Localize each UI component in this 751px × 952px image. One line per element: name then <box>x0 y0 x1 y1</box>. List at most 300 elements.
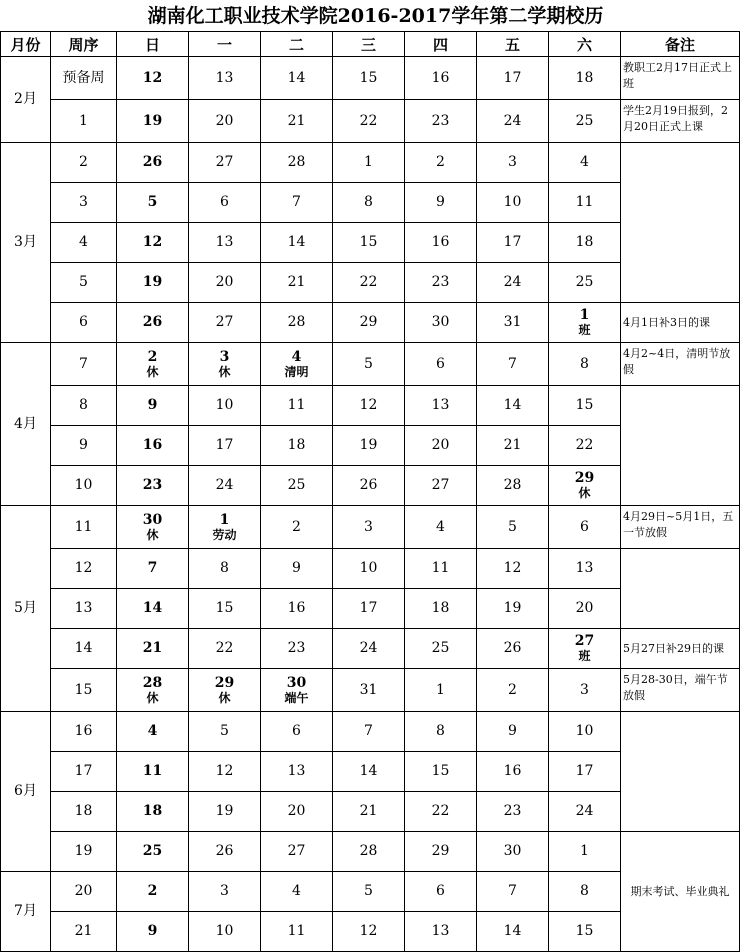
day-cell-sun <box>117 100 189 143</box>
day-cell-tue <box>261 669 333 712</box>
day-number: 19 <box>215 803 234 819</box>
day-cell-sat <box>549 506 621 549</box>
day-number: 22 <box>575 437 594 453</box>
day-number: 15 <box>431 763 450 779</box>
day-cell-tue <box>261 506 333 549</box>
note-cell <box>621 549 740 629</box>
day-number: 11 <box>142 763 163 779</box>
day-cell-wed <box>333 57 405 100</box>
day-cell-fri <box>477 872 549 912</box>
day-number: 8 <box>436 723 445 739</box>
day-cell-thu <box>405 183 477 223</box>
day-cell-wed <box>333 303 405 343</box>
day-cell-mon <box>189 100 261 143</box>
note-cell: 学生2月19日报到，2月20日正式上课 <box>621 100 740 143</box>
day-cell-sat <box>549 466 621 506</box>
day-number: 23 <box>431 112 450 129</box>
day-number: 21 <box>287 112 306 129</box>
day-number: 26 <box>503 640 522 656</box>
day-cell-sat <box>549 712 621 752</box>
week-row <box>1 303 740 343</box>
week-number: 15 <box>51 669 117 712</box>
day-cell-wed <box>333 223 405 263</box>
day-cell-fri <box>477 143 549 183</box>
day-number: 20 <box>431 437 450 453</box>
day-number: 21 <box>287 274 306 290</box>
day-number: 10 <box>503 194 522 210</box>
week-row <box>1 386 740 426</box>
day-cell-sat <box>549 832 621 872</box>
day-status-label: 休 <box>146 527 159 542</box>
day-cell-tue <box>261 712 333 752</box>
day-cell-fri <box>477 57 549 100</box>
day-number: 23 <box>431 274 450 290</box>
day-cell-fri <box>477 792 549 832</box>
day-number: 16 <box>287 600 306 616</box>
day-cell-fri <box>477 303 549 343</box>
header-wed: 三 <box>333 32 405 57</box>
day-number: 2 <box>147 883 158 899</box>
day-cell-tue <box>261 549 333 589</box>
day-cell-mon <box>189 143 261 183</box>
day-cell-thu <box>405 589 477 629</box>
day-number: 25 <box>575 112 594 129</box>
day-cell-tue <box>261 872 333 912</box>
day-cell-fri <box>477 223 549 263</box>
day-number: 19 <box>503 600 522 616</box>
day-number: 29 <box>214 674 235 691</box>
month-label: 5月 <box>1 506 51 712</box>
day-number: 7 <box>508 883 517 899</box>
day-number: 19 <box>359 437 378 453</box>
day-number: 30 <box>286 674 307 691</box>
day-number: 13 <box>575 560 594 576</box>
day-number: 6 <box>220 194 229 210</box>
day-number: 1 <box>580 843 589 859</box>
day-cell-thu <box>405 669 477 712</box>
day-number: 22 <box>215 640 234 656</box>
day-cell-mon <box>189 343 261 386</box>
day-number: 1 <box>364 154 373 170</box>
day-number: 29 <box>359 314 378 330</box>
day-number: 21 <box>359 803 378 819</box>
header-sun: 日 <box>117 32 189 57</box>
week-row <box>1 629 740 669</box>
day-cell-mon <box>189 549 261 589</box>
day-number: 9 <box>292 560 301 576</box>
day-cell-fri <box>477 343 549 386</box>
day-number: 20 <box>215 112 234 129</box>
note-cell: 5月28-30日，端午节放假 <box>621 669 740 712</box>
day-number: 1 <box>436 681 445 698</box>
day-cell-thu <box>405 426 477 466</box>
day-cell-thu <box>405 466 477 506</box>
day-cell-fri <box>477 506 549 549</box>
day-cell-mon <box>189 263 261 303</box>
day-cell-thu <box>405 223 477 263</box>
day-cell-fri <box>477 100 549 143</box>
day-number: 12 <box>142 234 163 250</box>
day-number: 25 <box>287 477 306 493</box>
day-number: 12 <box>359 397 378 413</box>
day-cell-sun <box>117 872 189 912</box>
day-cell-tue <box>261 143 333 183</box>
day-cell-fri <box>477 386 549 426</box>
day-number: 15 <box>215 600 234 616</box>
month-label: 3月 <box>1 143 51 343</box>
note-cell: 5月27日补29日的课 <box>621 629 740 669</box>
day-cell-tue <box>261 100 333 143</box>
day-cell-mon <box>189 792 261 832</box>
day-number: 4 <box>436 518 445 535</box>
day-number: 19 <box>142 112 163 129</box>
day-number: 18 <box>575 69 594 86</box>
day-cell-tue <box>261 343 333 386</box>
day-cell-sat <box>549 912 621 952</box>
day-number: 23 <box>142 477 163 493</box>
week-number: 12 <box>51 549 117 589</box>
month-label: 7月 <box>1 872 51 952</box>
day-number: 30 <box>431 314 450 330</box>
day-number: 24 <box>503 274 522 290</box>
week-row <box>1 712 740 752</box>
note-cell: 4月29日~5月1日，五一节放假 <box>621 506 740 549</box>
day-number: 19 <box>142 274 163 290</box>
day-number: 18 <box>287 437 306 453</box>
day-cell-sun <box>117 57 189 100</box>
day-number: 26 <box>142 314 163 330</box>
day-number: 3 <box>219 348 230 365</box>
day-number: 15 <box>359 234 378 250</box>
day-cell-sun <box>117 143 189 183</box>
day-number: 17 <box>503 234 522 250</box>
day-number: 2 <box>292 518 301 535</box>
week-number: 6 <box>51 303 117 343</box>
day-number: 5 <box>508 518 517 535</box>
day-cell-sat <box>549 669 621 712</box>
day-number: 16 <box>431 69 450 86</box>
week-number: 10 <box>51 466 117 506</box>
day-cell-thu <box>405 872 477 912</box>
day-cell-sat <box>549 386 621 426</box>
week-row <box>1 669 740 712</box>
day-number: 9 <box>147 923 158 939</box>
day-number: 26 <box>359 477 378 493</box>
day-number: 14 <box>142 600 163 616</box>
day-number: 7 <box>364 723 373 739</box>
day-cell-tue <box>261 629 333 669</box>
day-cell-tue <box>261 912 333 952</box>
day-cell-thu <box>405 263 477 303</box>
week-number: 20 <box>51 872 117 912</box>
day-number: 4 <box>291 348 302 365</box>
day-cell-tue <box>261 303 333 343</box>
note-cell: 期末考试、毕业典礼 <box>621 832 740 952</box>
day-status-label: 休 <box>578 486 591 500</box>
day-cell-sun <box>117 426 189 466</box>
day-cell-fri <box>477 669 549 712</box>
day-cell-wed <box>333 912 405 952</box>
day-number: 18 <box>142 803 163 819</box>
month-label: 2月 <box>1 57 51 143</box>
week-number: 9 <box>51 426 117 466</box>
day-cell-tue <box>261 426 333 466</box>
day-cell-tue <box>261 589 333 629</box>
month-label: 4月 <box>1 343 51 506</box>
week-row <box>1 143 740 183</box>
week-number: 14 <box>51 629 117 669</box>
day-number: 3 <box>580 681 589 698</box>
day-number: 15 <box>575 397 594 413</box>
day-number: 26 <box>215 843 234 859</box>
day-cell-wed <box>333 506 405 549</box>
day-cell-fri <box>477 752 549 792</box>
day-number: 27 <box>215 314 234 330</box>
day-status-label: 休 <box>146 690 159 705</box>
day-cell-sat <box>549 343 621 386</box>
day-status-label: 班 <box>578 323 591 337</box>
day-number: 5 <box>220 723 229 739</box>
day-number: 28 <box>142 674 163 691</box>
note-cell: 教职工2月17日正式上班 <box>621 57 740 100</box>
day-status-label: 清明 <box>284 364 309 379</box>
day-number: 16 <box>431 234 450 250</box>
day-number: 21 <box>503 437 522 453</box>
day-number: 26 <box>142 154 163 170</box>
day-number: 2 <box>147 348 158 365</box>
day-cell-tue <box>261 466 333 506</box>
day-number: 18 <box>575 234 594 250</box>
day-cell-wed <box>333 143 405 183</box>
day-cell-fri <box>477 912 549 952</box>
day-cell-sat <box>549 589 621 629</box>
day-number: 28 <box>287 154 306 170</box>
header-mon: 一 <box>189 32 261 57</box>
day-cell-tue <box>261 183 333 223</box>
day-number: 5 <box>147 194 158 210</box>
note-cell <box>621 386 740 506</box>
day-number: 15 <box>575 923 594 939</box>
day-number: 28 <box>287 314 306 330</box>
day-status-label: 休 <box>218 690 231 705</box>
day-cell-thu <box>405 100 477 143</box>
day-cell-sun <box>117 223 189 263</box>
day-cell-wed <box>333 872 405 912</box>
day-number: 23 <box>503 803 522 819</box>
day-cell-fri <box>477 712 549 752</box>
day-number: 13 <box>215 69 234 86</box>
day-cell-thu <box>405 629 477 669</box>
day-number: 6 <box>436 355 445 372</box>
day-cell-mon <box>189 832 261 872</box>
header-thu: 四 <box>405 32 477 57</box>
day-status-label: 劳动 <box>212 527 237 542</box>
day-number: 10 <box>215 923 234 939</box>
day-cell-thu <box>405 549 477 589</box>
day-number: 24 <box>575 803 594 819</box>
day-number: 29 <box>574 470 595 486</box>
day-number: 11 <box>431 560 450 576</box>
week-number: 18 <box>51 792 117 832</box>
day-cell-sat <box>549 100 621 143</box>
day-number: 14 <box>503 397 522 413</box>
day-number: 25 <box>575 274 594 290</box>
day-cell-wed <box>333 832 405 872</box>
day-cell-fri <box>477 832 549 872</box>
day-cell-mon <box>189 183 261 223</box>
day-number: 17 <box>359 600 378 616</box>
week-row <box>1 100 740 143</box>
day-cell-fri <box>477 549 549 589</box>
day-cell-wed <box>333 183 405 223</box>
day-cell-wed <box>333 589 405 629</box>
day-number: 5 <box>364 883 373 899</box>
day-cell-mon <box>189 589 261 629</box>
day-number: 10 <box>359 560 378 576</box>
day-number: 1 <box>579 307 590 323</box>
day-number: 8 <box>580 883 589 899</box>
day-number: 22 <box>359 274 378 290</box>
day-cell-mon <box>189 752 261 792</box>
week-number: 16 <box>51 712 117 752</box>
day-cell-fri <box>477 263 549 303</box>
day-number: 17 <box>503 69 522 86</box>
day-cell-mon <box>189 223 261 263</box>
day-cell-sun <box>117 386 189 426</box>
day-number: 28 <box>503 477 522 493</box>
day-number: 11 <box>287 923 306 939</box>
day-cell-fri <box>477 183 549 223</box>
day-number: 24 <box>503 112 522 129</box>
day-number: 8 <box>220 560 229 576</box>
day-number: 7 <box>147 560 158 576</box>
day-cell-mon <box>189 426 261 466</box>
day-cell-mon <box>189 466 261 506</box>
day-cell-sun <box>117 263 189 303</box>
day-number: 14 <box>287 69 306 86</box>
day-cell-sat <box>549 792 621 832</box>
day-cell-sun <box>117 506 189 549</box>
week-number: 4 <box>51 223 117 263</box>
day-number: 11 <box>287 397 306 413</box>
day-number: 6 <box>436 883 445 899</box>
day-number: 4 <box>580 154 589 170</box>
week-row <box>1 343 740 386</box>
day-number: 14 <box>503 923 522 939</box>
day-number: 10 <box>575 723 594 739</box>
day-status-label: 端午 <box>284 690 309 705</box>
day-cell-wed <box>333 386 405 426</box>
month-label: 6月 <box>1 712 51 872</box>
day-cell-sun <box>117 912 189 952</box>
day-cell-sun <box>117 752 189 792</box>
week-row <box>1 549 740 589</box>
day-number: 24 <box>359 640 378 656</box>
day-cell-wed <box>333 466 405 506</box>
day-cell-sat <box>549 629 621 669</box>
day-number: 5 <box>364 355 373 372</box>
week-number: 预备周 <box>51 57 117 100</box>
day-cell-tue <box>261 263 333 303</box>
day-cell-wed <box>333 712 405 752</box>
day-cell-mon <box>189 506 261 549</box>
day-cell-sat <box>549 303 621 343</box>
day-cell-fri <box>477 589 549 629</box>
day-cell-sun <box>117 466 189 506</box>
day-number: 12 <box>142 69 163 86</box>
day-cell-mon <box>189 629 261 669</box>
day-number: 9 <box>508 723 517 739</box>
day-number: 13 <box>287 763 306 779</box>
day-number: 25 <box>142 843 163 859</box>
day-cell-wed <box>333 100 405 143</box>
header-week: 周序 <box>51 32 117 57</box>
day-number: 20 <box>215 274 234 290</box>
calendar-table <box>0 31 740 952</box>
day-cell-sat <box>549 57 621 100</box>
day-number: 30 <box>503 843 522 859</box>
day-number: 31 <box>503 314 522 330</box>
week-row <box>1 57 740 100</box>
day-number: 12 <box>215 763 234 779</box>
day-number: 20 <box>575 600 594 616</box>
day-cell-sun <box>117 303 189 343</box>
week-number: 13 <box>51 589 117 629</box>
day-cell-wed <box>333 343 405 386</box>
day-cell-sat <box>549 426 621 466</box>
day-cell-wed <box>333 263 405 303</box>
day-number: 6 <box>292 723 301 739</box>
day-number: 10 <box>215 397 234 413</box>
day-cell-thu <box>405 57 477 100</box>
day-cell-fri <box>477 466 549 506</box>
day-number: 15 <box>359 69 378 86</box>
day-cell-sat <box>549 263 621 303</box>
day-cell-tue <box>261 792 333 832</box>
day-cell-thu <box>405 712 477 752</box>
week-number: 21 <box>51 912 117 952</box>
day-number: 16 <box>142 437 163 453</box>
day-number: 3 <box>220 883 229 899</box>
day-cell-thu <box>405 343 477 386</box>
day-cell-fri <box>477 629 549 669</box>
day-cell-wed <box>333 629 405 669</box>
header-tue: 二 <box>261 32 333 57</box>
day-cell-wed <box>333 426 405 466</box>
day-cell-tue <box>261 832 333 872</box>
day-number: 8 <box>364 194 373 210</box>
day-number: 22 <box>359 112 378 129</box>
day-number: 24 <box>215 477 234 493</box>
week-number: 19 <box>51 832 117 872</box>
day-cell-mon <box>189 669 261 712</box>
day-cell-mon <box>189 386 261 426</box>
week-row <box>1 832 740 872</box>
day-number: 8 <box>580 355 589 372</box>
day-number: 3 <box>508 154 517 170</box>
day-cell-sun <box>117 669 189 712</box>
day-cell-sun <box>117 589 189 629</box>
day-cell-sun <box>117 343 189 386</box>
note-cell: 4月2~4日，清明节放假 <box>621 343 740 386</box>
day-number: 4 <box>292 883 301 899</box>
note-cell <box>621 712 740 832</box>
day-cell-sun <box>117 549 189 589</box>
day-cell-thu <box>405 506 477 549</box>
day-cell-fri <box>477 426 549 466</box>
week-number: 11 <box>51 506 117 549</box>
day-number: 27 <box>574 633 595 649</box>
